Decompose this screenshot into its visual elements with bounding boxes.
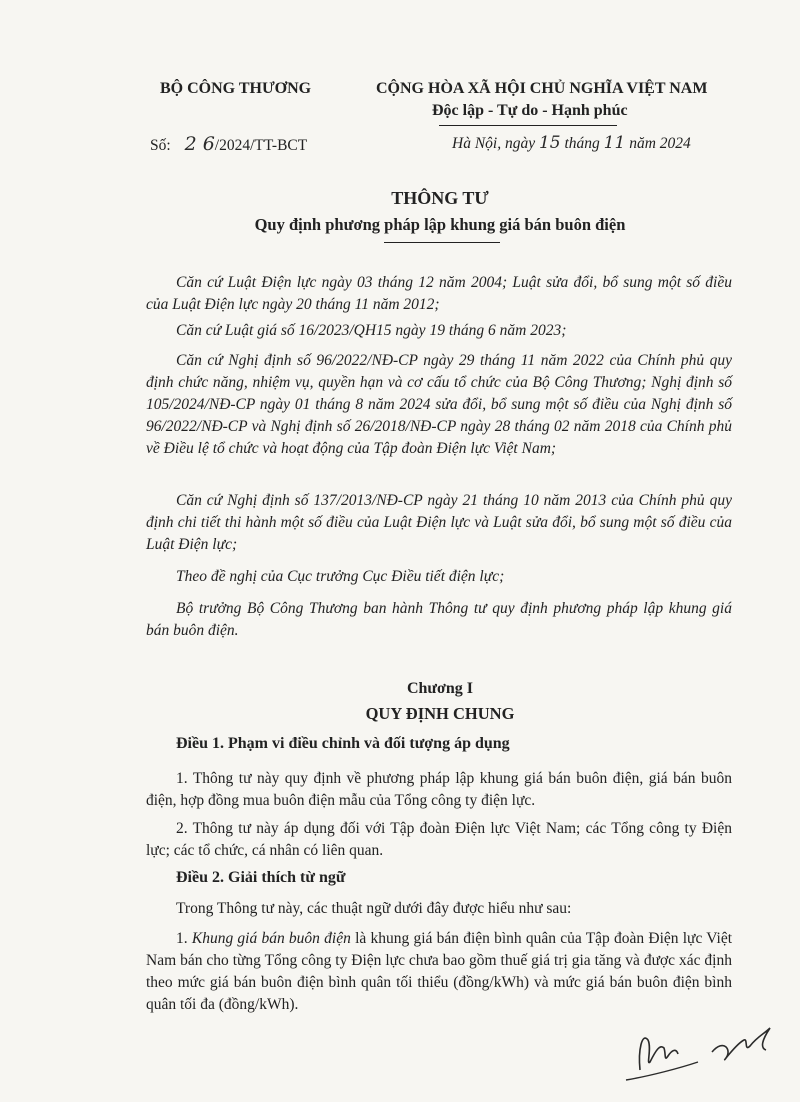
number-handwritten: 2 6 — [184, 133, 215, 155]
document-subject: Quy định phương pháp lập khung giá bán buôn điện — [254, 215, 626, 234]
document-type: THÔNG TƯ — [391, 188, 489, 208]
definition-text: là khung giá bán điện bình quân của Tập đoàn Điện lực Việt Nam bán cho từng Tổng công ty Điện lực chưa bao gồm thuế giá trị gia tăng và được xác định theo mức giá bán buôn điện bình quân tối thiểu (đồng/kWh) và mức giá bán buôn điện bình quân tối đa (đồng/kWh). — [146, 930, 733, 1013]
national-motto: Độc lập - Tự do - Hạnh phúc — [432, 102, 628, 119]
definition-number: 1. — [176, 930, 188, 947]
article-1-clause-2: 2. Thông tư này áp dụng đối với Tập đoàn Điện lực Việt Nam; các Tổng công ty Điện lực; các tổ chức, cá nhân có liên quan. — [146, 820, 732, 859]
date-prefix: Hà Nội, ngày — [452, 135, 536, 152]
article-1-clause-1: 1. Thông tư này quy định về phương pháp lập khung giá bán buôn điện, giá bán buôn điện, hợp đồng mua buôn điện mẫu của Tổng công ty điện lực. — [146, 770, 732, 809]
article-2-intro: Trong Thông tư này, các thuật ngữ dưới đây được hiểu như sau: — [176, 900, 572, 917]
preamble-paragraph: Căn cứ Nghị định số 137/2013/NĐ-CP ngày 21 tháng 10 năm 2013 của Chính phủ quy định chi tiết thi hành một số điều của Luật Điện lực và Luật sửa đổi, bổ sung một số điều của Luật Điện lực; — [146, 492, 732, 553]
initials-signature — [620, 1010, 790, 1090]
date-month-label: tháng — [564, 135, 600, 152]
number-prefix: Số: — [150, 137, 171, 154]
definition-term: Khung giá bán buôn điện — [191, 930, 351, 947]
chapter-number: Chương I — [406, 680, 474, 697]
date-suffix: năm 2024 — [629, 135, 691, 152]
republic-name: CỘNG HÒA XÃ HỘI CHỦ NGHĨA VIỆT NAM — [376, 80, 708, 97]
title-underline — [384, 242, 500, 243]
chapter-title: QUY ĐỊNH CHUNG — [365, 704, 515, 723]
document-date — [452, 133, 691, 153]
ministry-name: BỘ CÔNG THƯƠNG — [160, 80, 312, 97]
preamble-paragraph: Theo đề nghị của Cục trưởng Cục Điều tiết điện lực; — [176, 568, 505, 585]
article-2-heading: Điều 2. Giải thích từ ngữ — [176, 869, 346, 886]
number-suffix: /2024/TT-BCT — [214, 137, 308, 154]
preamble-paragraph: Căn cứ Luật Điện lực ngày 03 tháng 12 năm 2004; Luật sửa đổi, bổ sung một số điều của Luật Điện lực ngày 20 tháng 11 năm 2012; — [146, 274, 732, 313]
document-number — [150, 133, 307, 155]
motto-underline — [439, 125, 617, 126]
preamble-paragraph: Bộ trưởng Bộ Công Thương ban hành Thông tư quy định phương pháp lập khung giá bán buôn điện. — [146, 600, 732, 639]
article-2-definition-1 — [146, 928, 732, 1016]
date-day-handwritten: 15 — [538, 133, 561, 153]
preamble-paragraph: Căn cứ Luật giá số 16/2023/QH15 ngày 19 tháng 6 năm 2023; — [176, 322, 567, 339]
date-month-handwritten: 11 — [603, 133, 626, 153]
preamble-paragraph: Căn cứ Nghị định số 96/2022/NĐ-CP ngày 29 tháng 11 năm 2022 của Chính phủ quy định chức năng, nhiệm vụ, quyền hạn và cơ cấu tổ chức của Bộ Công Thương; Nghị định số 105/2024/NĐ-CP ngày 01 tháng 8 năm 2024 sửa đổi, bổ sung một số điều của Nghị định số 96/2022/NĐ-CP và Nghị định số 26/2018/NĐ-CP ngày 28 tháng 02 năm 2018 của Chính phủ về Điều lệ tổ chức và hoạt động của Tập đoàn Điện lực Việt Nam; — [146, 352, 732, 457]
article-1-heading: Điều 1. Phạm vi điều chỉnh và đối tượng áp dụng — [176, 735, 510, 752]
